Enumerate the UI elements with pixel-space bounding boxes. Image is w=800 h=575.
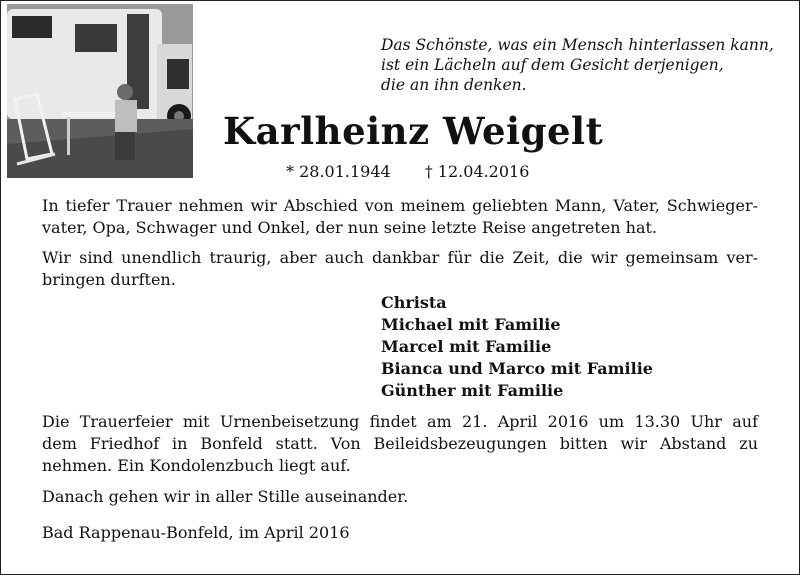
text-line: bringen durften. [42, 270, 176, 289]
deceased-name: Karlheinz Weigelt [223, 109, 604, 153]
mourner-name: Marcel mit Familie [381, 337, 552, 356]
quote-line: ist ein Lächeln auf dem Gesicht derjenigen, [381, 56, 724, 74]
funeral-details-paragraph [42, 411, 758, 477]
death-date: † 12.04.2016 [424, 162, 530, 181]
text-line: vater, Opa, Schwager und Onkel, der nun seine letzte Reise angetreten hat. [42, 218, 658, 237]
place-and-date [42, 522, 758, 544]
camper-van-photo-icon [7, 4, 193, 178]
text-line: In tiefer Trauer nehmen wir Abschied von meinem geliebten Mann, Vater, Schwieger- [42, 196, 758, 215]
birth-date: * 28.01.1944 [286, 162, 391, 181]
text-line: Die Trauerfeier mit Urnenbeisetzung findet am 21. April 2016 um 13.30 Uhr auf [42, 412, 758, 431]
mourners-list [381, 292, 653, 402]
text-line: dem Friedhof in Bonfeld statt. Von Beileidsbezeugungen bitten wir Abstand zu [42, 434, 758, 453]
text-line: nehmen. Ein Kondolenzbuch liegt auf. [42, 456, 351, 475]
text-line: Danach gehen wir in aller Stille auseinander. [42, 487, 409, 506]
mourner-name: Bianca und Marco mit Familie [381, 359, 653, 378]
gratitude-paragraph [42, 247, 758, 291]
text-line: Wir sind unendlich traurig, aber auch dankbar für die Zeit, die wir gemeinsam ver- [42, 248, 758, 267]
text-line: Bad Rappenau-Bonfeld, im April 2016 [42, 523, 350, 542]
farewell-paragraph [42, 195, 758, 239]
quote-line: die an ihn denken. [381, 76, 527, 94]
mourner-name: Günther mit Familie [381, 381, 564, 400]
life-dates [286, 162, 563, 181]
deceased-photo [7, 4, 193, 178]
memorial-quote [381, 35, 781, 95]
mourner-name: Christa [381, 293, 447, 312]
closing-paragraph [42, 486, 758, 508]
quote-line: Das Schönste, was ein Mensch hinterlassen kann, [381, 36, 774, 54]
mourner-name: Michael mit Familie [381, 315, 561, 334]
